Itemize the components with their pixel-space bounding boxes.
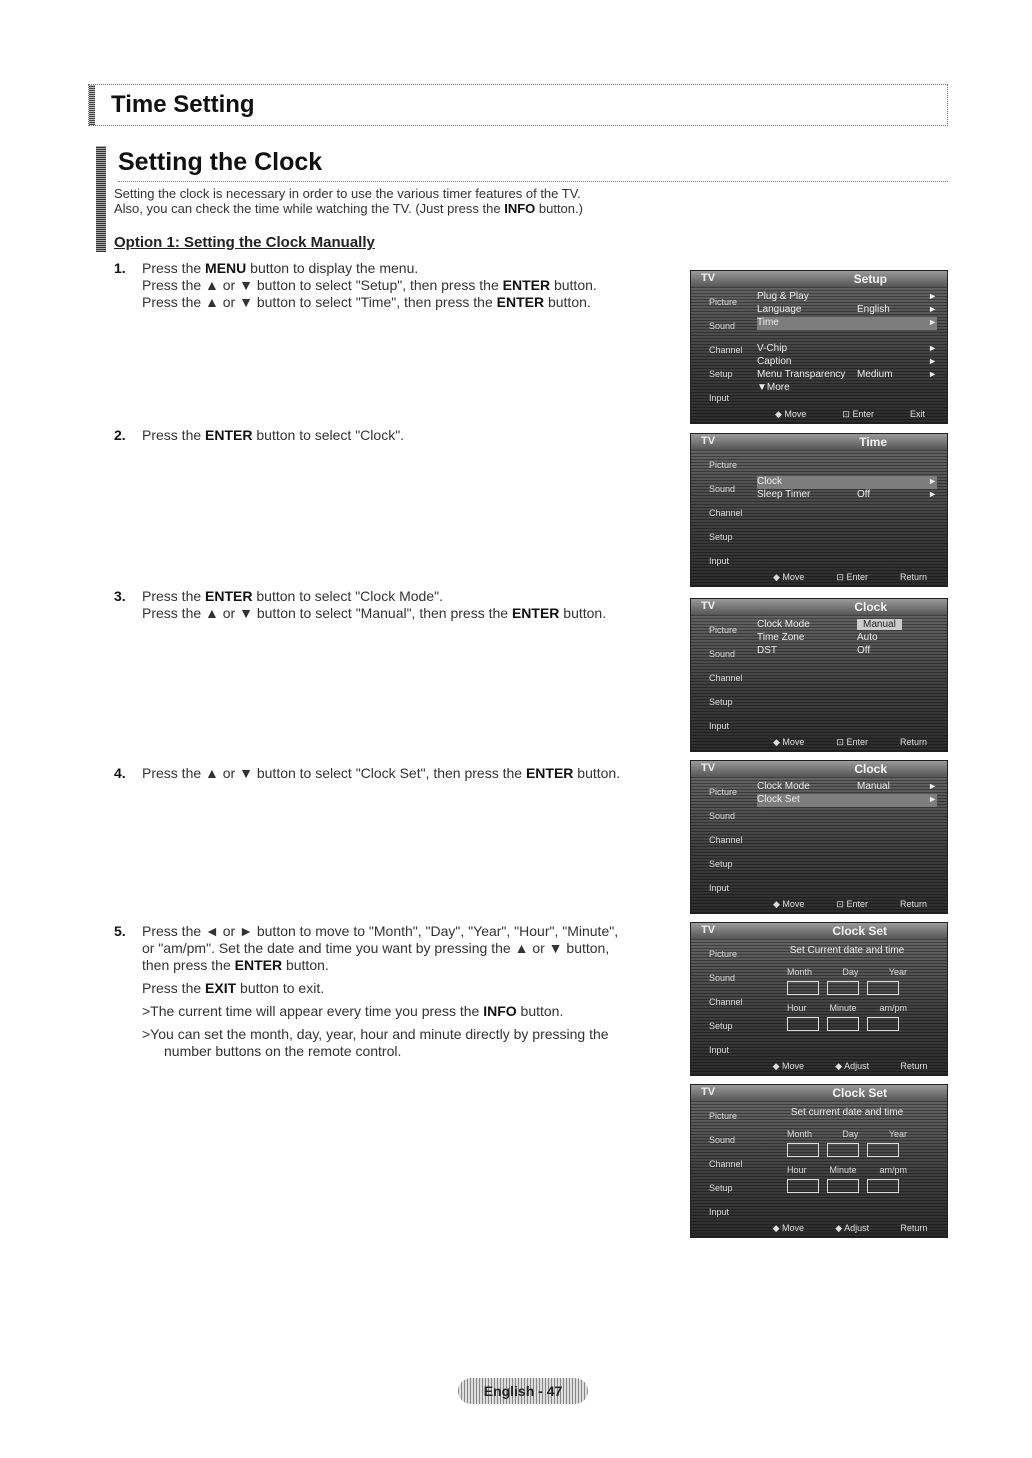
menu-list: Clock Mode Manual ► Clock Set ►	[757, 781, 937, 805]
screen-title: Clock Set	[832, 924, 887, 938]
exit-instruction: Press the EXIT button to exit.	[142, 980, 325, 996]
step-number: 2.	[114, 427, 126, 443]
note-1: >The current time will appear every time you press the INFO button.	[142, 1003, 564, 1019]
note-2: >You can set the month, day, year, hour and minute directly by pressing the	[142, 1026, 609, 1042]
page-header	[88, 84, 948, 126]
step-text: Press the ENTER button to select "Clock Mode". Press the ▲ or ▼ button to select "Manual", then press the ENTER button.	[142, 588, 607, 621]
side-menu: Picture Sound Channel Setup Input	[709, 1111, 743, 1217]
side-menu: Picture Sound Channel Setup Input	[709, 949, 743, 1055]
tv-screen-clock-set: TV Clock Set Picture Sound Channel Setup Input Set Current date and time Month Day Year Hour Minute am/pm ◆ Move ◆ Adjust Return	[690, 922, 948, 1076]
step-text: Press the ▲ or ▼ button to select "Clock Set", then press the ENTER button.	[142, 765, 621, 781]
step-number: 5.	[114, 923, 126, 939]
page-title: Time Setting	[111, 91, 255, 118]
intro-text	[114, 186, 674, 216]
step-text: Press the MENU button to display the menu. Press the ▲ or ▼ button to select "Setup", then press the ENTER button. Press the ▲ or ▼ button to select "Time", then press the ENTER button.	[142, 260, 597, 310]
screen-title: Clock	[854, 600, 887, 614]
intro-line-1: Setting the clock is necessary in order to use the various timer features of the TV.	[114, 186, 581, 201]
page-number: English - 47	[458, 1378, 588, 1404]
menu-list: Clock ► Sleep Timer Off ►	[757, 476, 937, 500]
tv-screen-time: TV Time Picture Sound Channel Setup Input Clock ► Sleep Timer Off ► ◆ Move ⊡ Enter Return	[690, 433, 948, 587]
screen-title: Clock	[854, 762, 887, 776]
screen-title: Clock Set	[832, 1086, 887, 1100]
side-menu: Picture Sound Channel Setup Input	[709, 787, 743, 893]
header-accent-bar	[89, 85, 95, 125]
side-menu: Picture Sound Channel Setup Input	[709, 460, 743, 566]
screen-title: Setup	[853, 272, 887, 286]
section-accent-bar	[96, 146, 106, 252]
section-divider	[118, 181, 948, 182]
tv-screen-setup: TV Setup Picture Sound Channel Setup Input Plug & Play ► Language English ► Time ► V-Chip ► Caption ► Menu Transparency Medium ► ▼More ◆ Move ⊡ Enter Exit	[690, 270, 948, 424]
step-number: 4.	[114, 765, 126, 781]
section-title: Setting the Clock	[118, 148, 323, 176]
side-menu: Picture Sound Channel Setup Input	[709, 297, 743, 403]
intro-line-2: Also, you can check the time while watching the TV. (Just press the INFO button.)	[114, 201, 583, 216]
menu-list: Clock Mode Manual Time Zone Auto DST Off	[757, 619, 937, 658]
screen-title: Time	[859, 435, 887, 449]
option-heading: Option 1: Setting the Clock Manually	[114, 234, 375, 251]
side-menu: Picture Sound Channel Setup Input	[709, 625, 743, 731]
step-text: Press the ◄ or ► button to move to "Month", "Day", "Year", "Hour", "Minute", or "am/pm". Set the date and time you want by pressing the ▲ or ▼ button, then press the ENTER button. Press the EXIT button to exit. >The current time will appear every time you press the INFO button. >You can set the month, day, year, hour and minute directly by pressing the number buttons on the remote control.	[142, 923, 682, 1060]
step-number: 3.	[114, 588, 126, 604]
menu-list: Plug & Play ► Language English ► Time ► V-Chip ► Caption ► Menu Transparency Medium ► ▼More	[757, 291, 937, 393]
tv-screen-clock-set-select: TV Clock Picture Sound Channel Setup Input Clock Mode Manual ► Clock Set ► ◆ Move ⊡ Enter Return	[690, 760, 948, 914]
note-2-cont: number buttons on the remote control.	[164, 1043, 402, 1059]
step-number: 1.	[114, 260, 126, 276]
step-text: Press the ENTER button to select "Clock".	[142, 427, 405, 443]
tv-screen-clock-mode: TV Clock Picture Sound Channel Setup Input Clock Mode Manual Time Zone Auto DST Off ◆ Move ⊡ Enter Return	[690, 598, 948, 752]
tv-screen-clock-set-2: TV Clock Set Picture Sound Channel Setup Input Set current date and time Month Day Year Hour Minute am/pm ◆ Move ◆ Adjust Return	[690, 1084, 948, 1238]
